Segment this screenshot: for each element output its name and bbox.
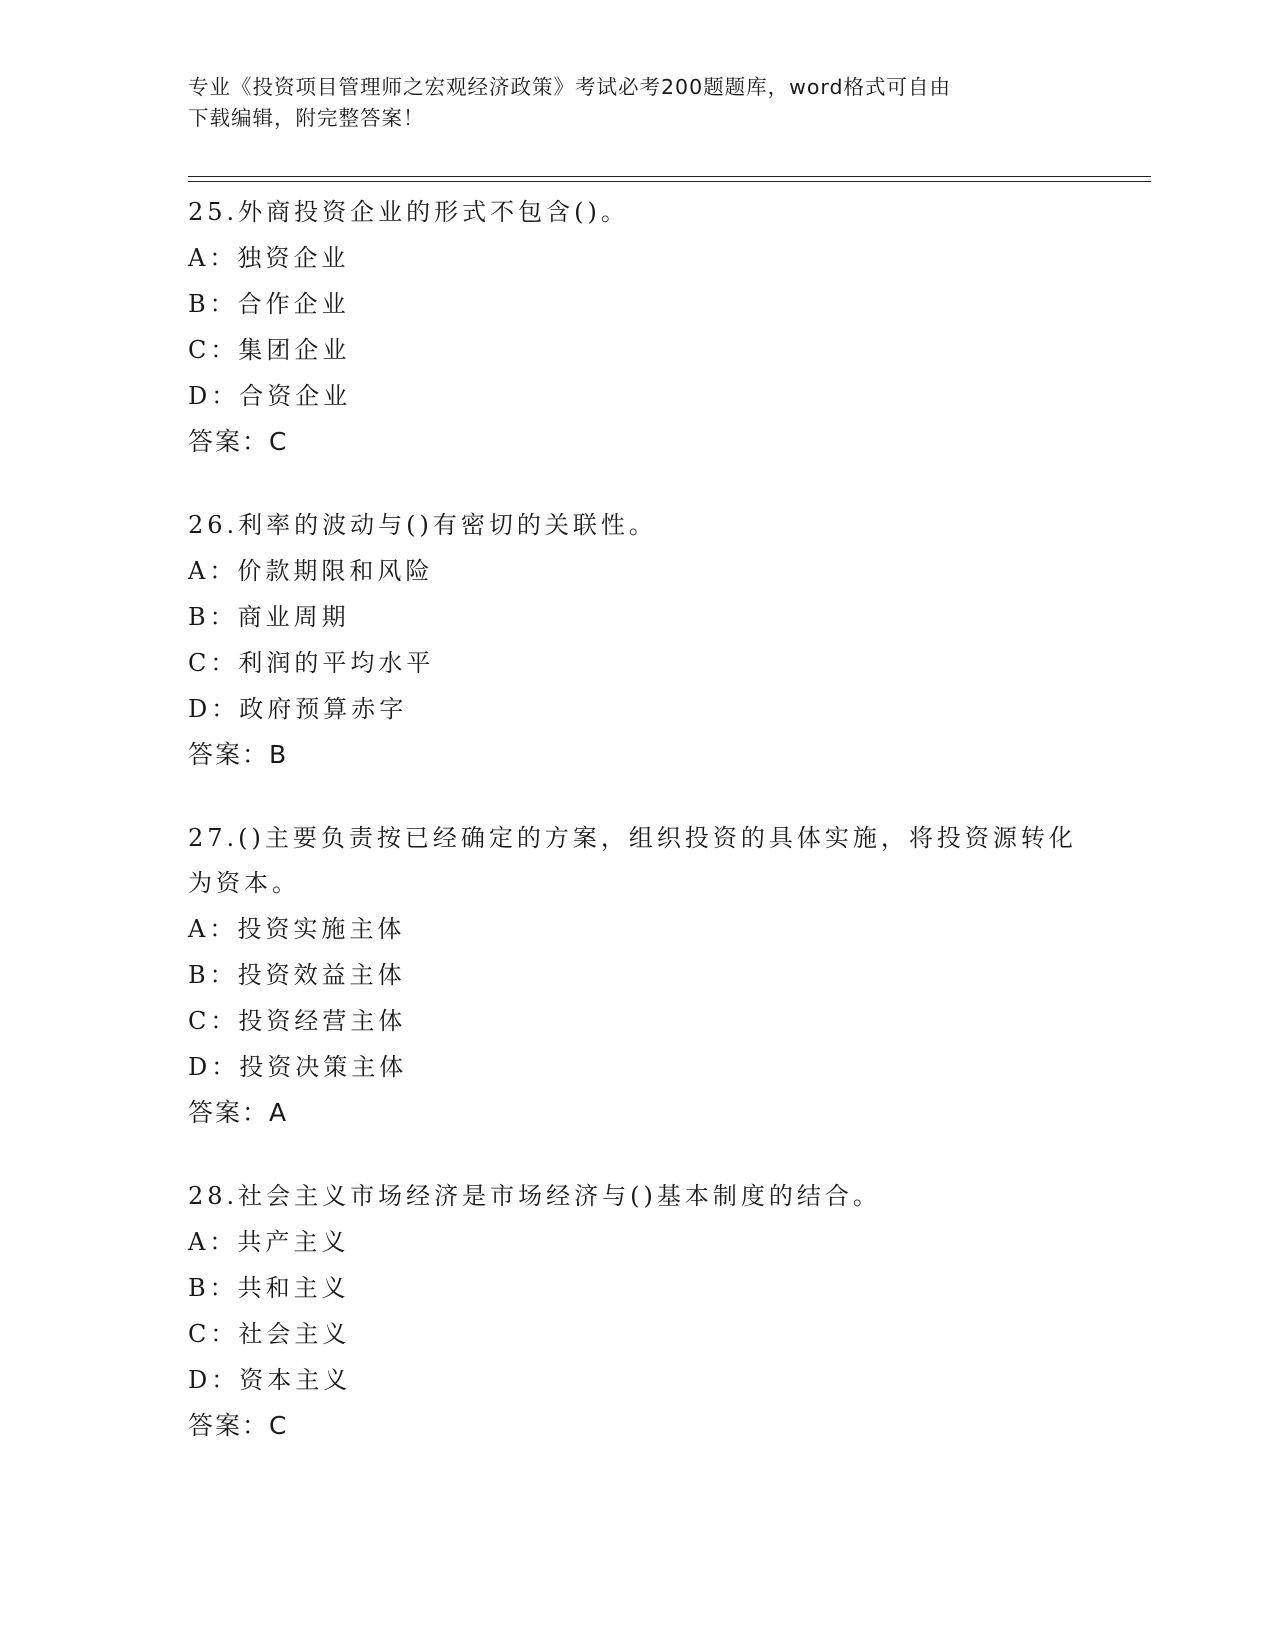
option-d: D：政府预算赤字 — [188, 695, 408, 723]
question-text: 26.利率的波动与()有密切的关联性。 — [188, 511, 657, 539]
answer: 答案：B — [188, 740, 289, 769]
question-text: 28.社会主义市场经济是市场经济与()基本制度的结合。 — [188, 1182, 881, 1210]
option-c: C：社会主义 — [188, 1320, 351, 1348]
option-d: D：资本主义 — [188, 1366, 352, 1394]
question-27 — [188, 816, 1088, 1136]
option-d: D：合资企业 — [188, 382, 352, 410]
document-header — [188, 72, 1068, 134]
question-text: 25.外商投资企业的形式不包含()。 — [188, 198, 629, 226]
question-25 — [188, 190, 1088, 465]
option-d: D：投资决策主体 — [188, 1053, 408, 1081]
option-b: B：共和主义 — [188, 1274, 350, 1302]
option-a: A：共产主义 — [188, 1228, 350, 1256]
question-28 — [188, 1174, 1088, 1449]
option-c: C：集团企业 — [188, 336, 351, 364]
option-a: A：独资企业 — [188, 244, 350, 272]
option-c: C：利润的平均水平 — [188, 649, 435, 677]
header-line-2: 下载编辑，附完整答案！ — [188, 106, 425, 130]
question-26 — [188, 503, 1088, 778]
question-text: 27.()主要负责按已经确定的方案，组织投资的具体实施，将投资源转化为资本。 — [188, 824, 1077, 897]
question-list — [188, 190, 1088, 1487]
header-divider-bottom — [188, 181, 1151, 182]
answer: 答案：C — [188, 427, 289, 456]
header-line-1: 专业《投资项目管理师之宏观经济政策》考试必考200题题库，word格式可自由 — [188, 75, 952, 99]
answer: 答案：A — [188, 1098, 289, 1127]
answer: 答案：C — [188, 1411, 289, 1440]
option-b: B：合作企业 — [188, 290, 350, 318]
header-divider-top — [188, 176, 1151, 177]
option-b: B：投资效益主体 — [188, 961, 406, 989]
option-b: B：商业周期 — [188, 603, 350, 631]
option-c: C：投资经营主体 — [188, 1007, 407, 1035]
option-a: A：投资实施主体 — [188, 915, 406, 943]
option-a: A：价款期限和风险 — [188, 557, 434, 585]
